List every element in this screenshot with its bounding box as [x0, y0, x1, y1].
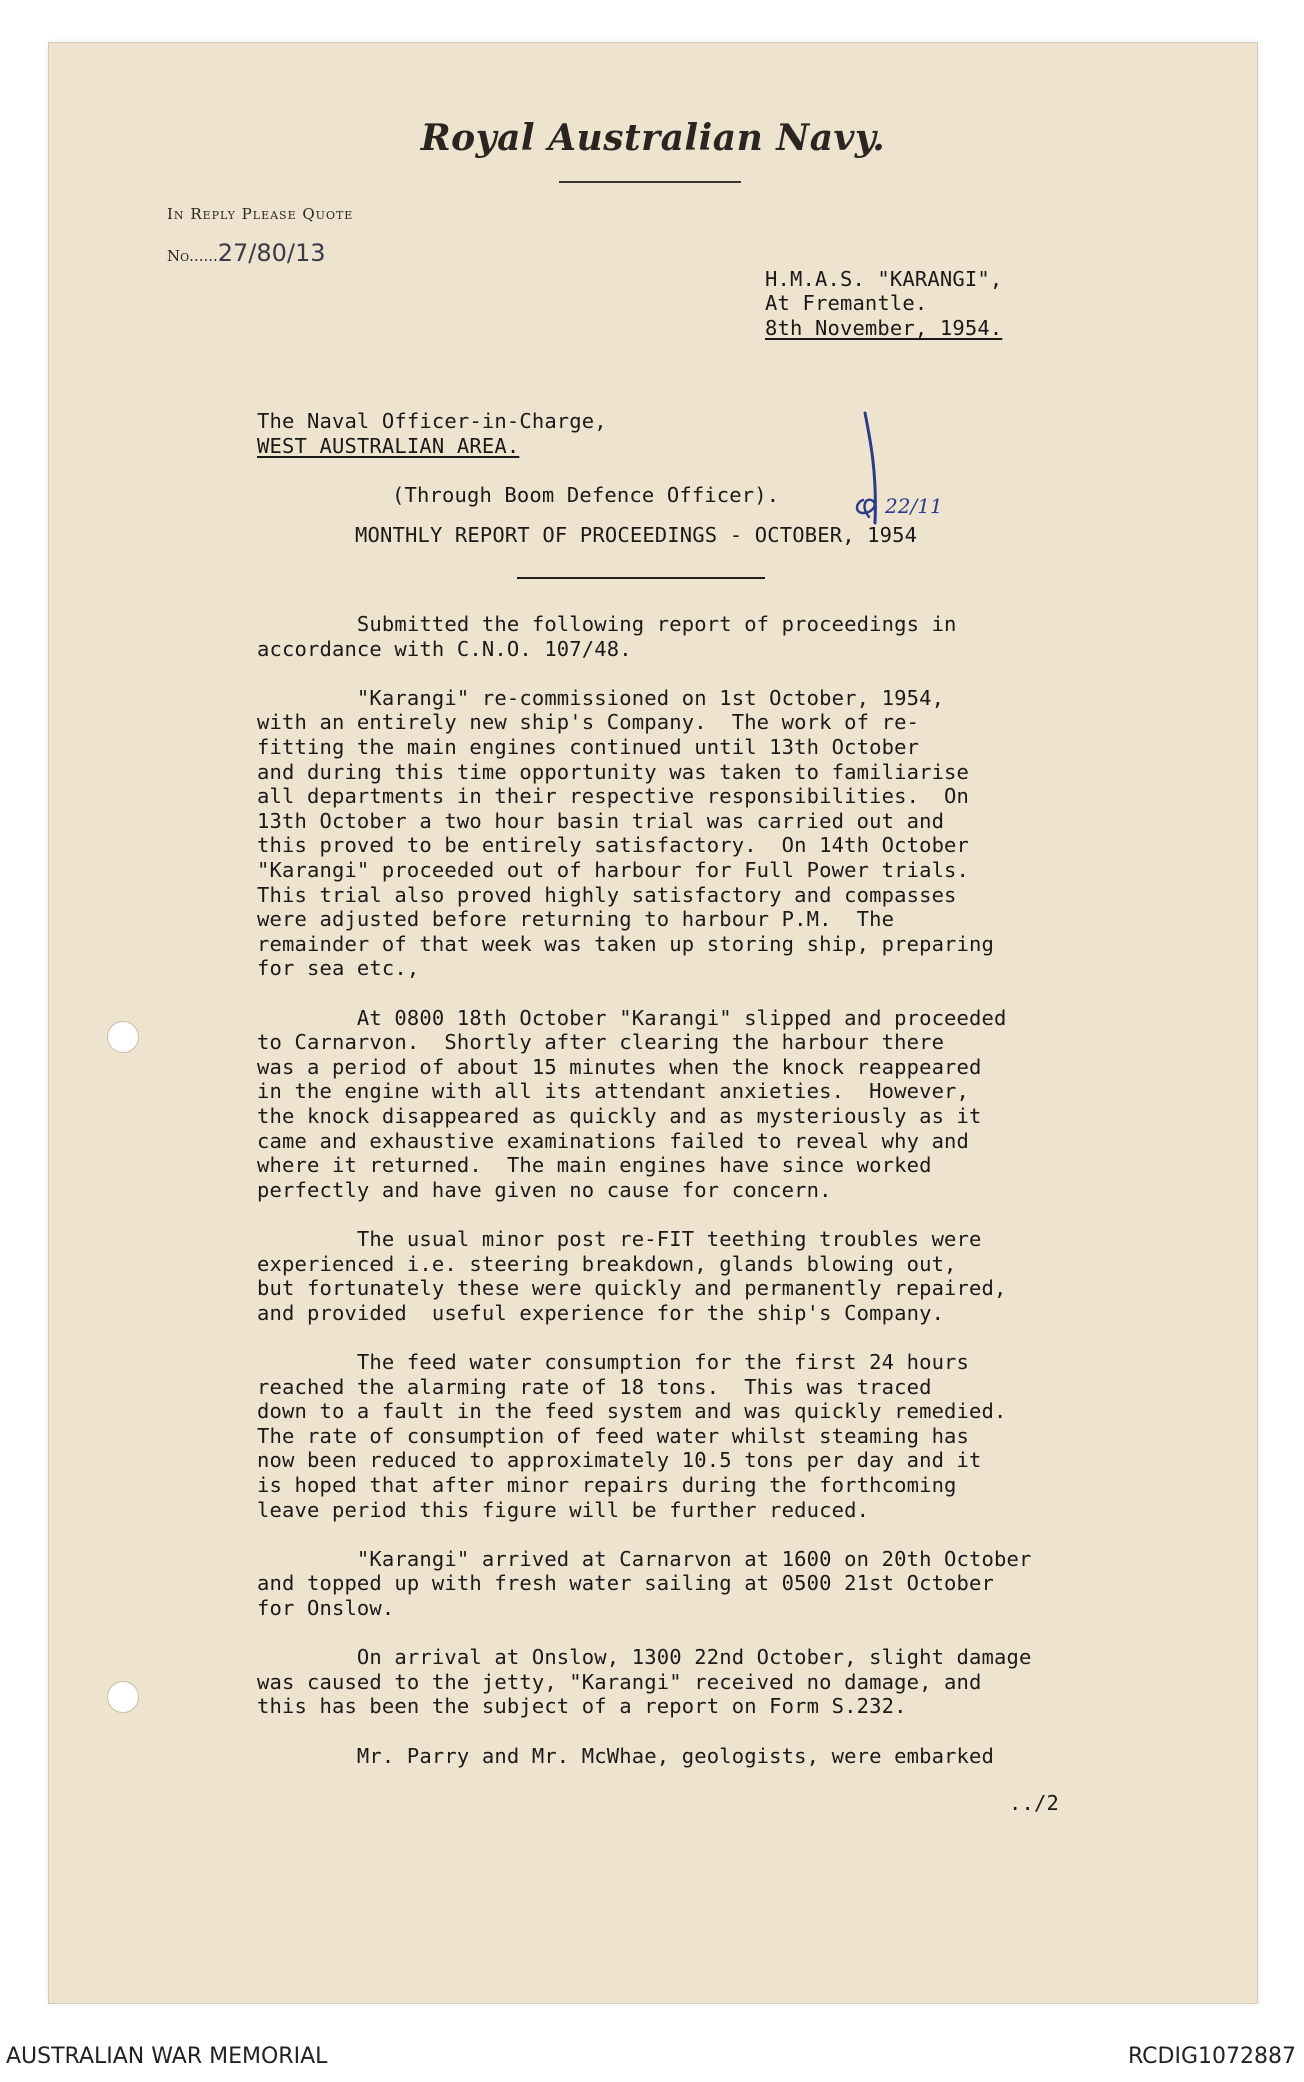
- paragraph-line: came and exhaustive examinations failed to reveal why and: [257, 1129, 970, 1153]
- addressee-line-1: The Naval Officer-in-Charge,: [257, 409, 607, 433]
- paragraph-line: where it returned. The main engines have since worked: [257, 1153, 932, 1177]
- paragraph-line: On arrival at Onslow, 1300 22nd October, slight damage: [257, 1645, 1032, 1669]
- footer-item-id: RCDIG1072887: [1127, 2044, 1296, 2069]
- reference-number: 27/80/13: [217, 239, 326, 267]
- paragraph-line: "Karangi" proceeded out of harbour for Full Power trials.: [257, 858, 970, 882]
- paragraph-line: Submitted the following report of proceedings in: [257, 612, 957, 636]
- paragraph-line: perfectly and have given no cause for concern.: [257, 1178, 832, 1202]
- reference-line: [167, 239, 326, 267]
- document-page: [48, 42, 1258, 2004]
- reply-quote-label: In Reply Please Quote: [167, 205, 354, 223]
- paragraph-line: with an entirely new ship's Company. The work of re-: [257, 710, 920, 734]
- paragraph-line: At 0800 18th October "Karangi" slipped and proceeded: [257, 1006, 1007, 1030]
- paragraph-line: Mr. Parry and Mr. McWhae, geologists, were embarked: [257, 1744, 995, 1768]
- paragraph-line: for Onslow.: [257, 1596, 395, 1620]
- paragraph-line: all departments in their respective responsibilities. On: [257, 784, 970, 808]
- paragraph-line: experienced i.e. steering breakdown, glands blowing out,: [257, 1252, 957, 1276]
- paragraph-line: The feed water consumption for the first 24 hours: [257, 1350, 970, 1374]
- paragraph-line: was caused to the jetty, "Karangi" received no damage, and: [257, 1670, 982, 1694]
- letterhead-title: Royal Australian Navy.: [420, 117, 886, 159]
- paragraph-line: this proved to be entirely satisfactory. On 14th October: [257, 833, 970, 857]
- paragraph-line: leave period this figure will be further reduced.: [257, 1498, 870, 1522]
- paragraph-line: and during this time opportunity was taken to familiarise: [257, 760, 970, 784]
- paragraph-line: fitting the main engines continued until 13th October: [257, 735, 920, 759]
- paragraph-line: "Karangi" arrived at Carnarvon at 1600 on 20th October: [257, 1547, 1032, 1571]
- annotation-date: 22/11: [885, 494, 943, 518]
- sender-date: 8th November, 1954.: [765, 316, 1003, 340]
- paragraph-line: and provided useful experience for the ship's Company.: [257, 1301, 945, 1325]
- paragraph-line: "Karangi" re-commissioned on 1st October, 1954,: [257, 686, 945, 710]
- paragraph-line: down to a fault in the feed system and was quickly remedied.: [257, 1399, 1007, 1423]
- paragraph-line: was a period of about 15 minutes when the knock reappeared: [257, 1055, 982, 1079]
- punch-hole-bottom: [107, 1681, 139, 1713]
- sender-ship: H.M.A.S. "KARANGI",: [765, 267, 1003, 291]
- paragraph-line: and topped up with fresh water sailing at 0500 21st October: [257, 1571, 995, 1595]
- paragraph-line: in the engine with all its attendant anxieties. However,: [257, 1079, 970, 1103]
- page-continuation: ../2: [1009, 1791, 1059, 1815]
- punch-hole-top: [107, 1021, 139, 1053]
- title-rule: [517, 577, 765, 579]
- paragraph-line: This trial also proved highly satisfactory and compasses: [257, 883, 957, 907]
- paragraph-line: The rate of consumption of feed water whilst steaming has: [257, 1424, 970, 1448]
- paragraph-line: this has been the subject of a report on Form S.232.: [257, 1694, 907, 1718]
- footer-archive-name: AUSTRALIAN WAR MEMORIAL: [6, 2044, 328, 2069]
- addressee-line-2: WEST AUSTRALIAN AREA.: [257, 434, 520, 458]
- sender-location: At Fremantle.: [765, 291, 928, 315]
- report-title: MONTHLY REPORT OF PROCEEDINGS - OCTOBER, 1954: [355, 523, 918, 547]
- paragraph-line: reached the alarming rate of 18 tons. This was traced: [257, 1375, 932, 1399]
- paragraph-line: the knock disappeared as quickly and as mysteriously as it: [257, 1104, 982, 1128]
- paragraph-line: accordance with C.N.O. 107/48.: [257, 637, 632, 661]
- paragraph-line: were adjusted before returning to harbour P.M. The: [257, 907, 895, 931]
- letterhead-rule: [559, 181, 741, 183]
- paragraph-line: 13th October a two hour basin trial was carried out and: [257, 809, 945, 833]
- paragraph-line: for sea etc.,: [257, 956, 420, 980]
- routing-line: (Through Boom Defence Officer).: [392, 483, 780, 507]
- reference-dots: .....: [193, 247, 218, 265]
- reference-prefix: No.: [167, 247, 194, 265]
- paragraph-line: remainder of that week was taken up storing ship, preparing: [257, 932, 995, 956]
- paragraph-line: but fortunately these were quickly and permanently repaired,: [257, 1276, 1007, 1300]
- paragraph-line: The usual minor post re-FIT teething troubles were: [257, 1227, 982, 1251]
- paragraph-line: now been reduced to approximately 10.5 tons per day and it: [257, 1448, 982, 1472]
- paragraph-line: is hoped that after minor repairs during the forthcoming: [257, 1473, 957, 1497]
- paragraph-line: to Carnarvon. Shortly after clearing the harbour there: [257, 1030, 945, 1054]
